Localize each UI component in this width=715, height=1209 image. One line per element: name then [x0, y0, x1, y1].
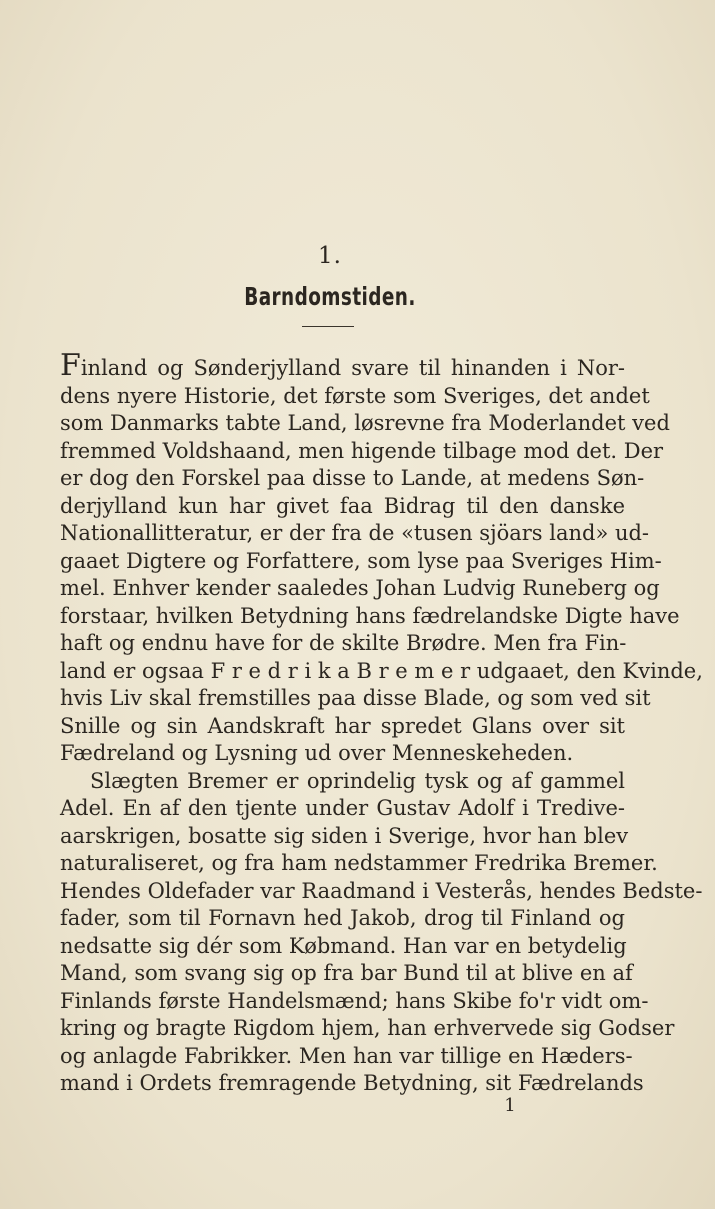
drop-cap: F	[60, 348, 81, 383]
text-line: som Danmarks tabte Land, løsrevne fra Moderlandet ved	[60, 411, 670, 435]
text-line: forstaar, hvilken Betydning hans fædrelandske Digte have	[60, 603, 680, 628]
body-text	[60, 348, 703, 1098]
chapter-title: Barndomstiden.	[244, 282, 416, 311]
text-line: gaaet Digtere og Forfattere, som lyse paa Sveriges Him-	[60, 548, 662, 573]
title-rule	[302, 326, 354, 327]
text-line: Mand, som svang sig op fra bar Bund til at blive en af	[60, 961, 633, 985]
text-line: Snille og sin Aandskraft har spredet Glans over sit	[60, 713, 625, 738]
text-line: er dog den Forskel paa disse to Lande, at medens Søn-	[60, 466, 645, 490]
page-number: 1	[504, 1095, 516, 1116]
paragraph	[60, 348, 703, 768]
text-line: nedsatte sig dér som Købmand. Han var en betydelig	[60, 933, 627, 958]
text-line: Finlands første Handelsmænd; hans Skibe fo'r vidt om-	[60, 988, 649, 1013]
text-line: mel. Enhver kender saaledes Johan Ludvig Runeberg og	[60, 576, 660, 600]
chapter-number: 1.	[318, 243, 342, 269]
text-line: kring og bragte Rigdom hjem, han erhvervede sig Godser	[60, 1016, 675, 1040]
text-line: naturaliseret, og fra ham nedstammer Fredrika Bremer.	[60, 851, 658, 875]
paragraph	[60, 768, 703, 1098]
text-line: Fædreland og Lysning ud over Menneskeheden.	[60, 741, 574, 765]
text-line: mand i Ordets fremragende Betydning, sit Fædrelands	[60, 1071, 644, 1095]
text-line: og anlagde Fabrikker. Men han var tillige en Hæders-	[60, 1043, 633, 1068]
text-line: Slægten Bremer er oprindelig tysk og af gammel	[90, 768, 625, 793]
text-line: dens nyere Historie, det første som Sveriges, det andet	[60, 383, 650, 408]
text-line: Nationallitteratur, er der fra de «tusen sjöars land» ud-	[60, 521, 650, 545]
text-line: land er ogsaa F r e d r i k a B r e m e r udgaaet, den Kvinde,	[60, 658, 703, 683]
text-line: derjylland kun har givet faa Bidrag til den danske	[60, 493, 625, 518]
text-line: haft og endnu have for de skilte Brødre. Men fra Fin-	[60, 631, 627, 655]
text-line: Hendes Oldefader var Raadmand i Vesterås, hendes Bedste-	[60, 878, 703, 903]
paragraphs	[60, 348, 703, 1098]
text-line: fremmed Voldshaand, men higende tilbage mod det. Der	[60, 438, 664, 463]
text-line: fader, som til Fornavn hed Jakob, drog til Finland og	[60, 906, 625, 930]
text-line: aarskrigen, bosatte sig siden i Sverige, hvor han blev	[60, 823, 629, 848]
text-line: Finland og Sønderjylland svare til hinanden i Nor-	[60, 348, 625, 383]
text-line: hvis Liv skal fremstilles paa disse Blade, og som ved sit	[60, 686, 651, 710]
text-line: Adel. En af den tjente under Gustav Adolf i Tredive-	[60, 796, 625, 820]
